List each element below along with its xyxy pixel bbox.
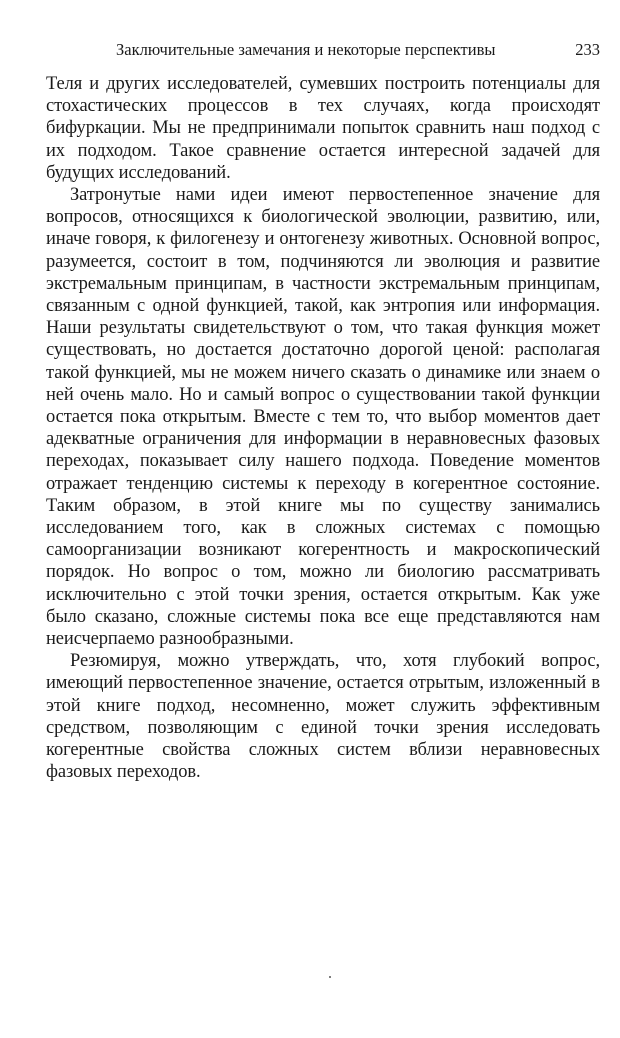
running-title: Заключительные замечания и некоторые перспективы bbox=[116, 40, 496, 59]
page-number: 233 bbox=[575, 40, 600, 59]
running-header bbox=[46, 38, 600, 62]
paragraph-continuation: Теля и других исследователей, сумевших построить потенциалы для стохастических процессов в тех случаях, когда происходят бифуркации. Мы не предпринимали попыток сравнить наш подход с их подходом. Такое сравнение остается интересной задачей для будущих исследований. bbox=[46, 74, 600, 183]
scan-speck bbox=[329, 976, 331, 978]
body-text bbox=[46, 73, 600, 784]
paragraph-evolution: Затронутые нами идеи имеют первостепенное значение для вопросов, относящихся к биологической эволюции, развитию, или, иначе говоря, к филогенезу и онтогенезу животных. Основной вопрос, разумеется, состоит в том, подчиняются ли эволюция и развитие экстремальным принципам, в частности экстремальным принципам, связанным с одной функцией, такой, как энтропия или информация. Наши результаты свидетельствуют о том, что такая функция может существовать, но достается достаточно дорогой ценой: располагая такой функцией, мы не можем ничего сказать о динамике или знаем о ней очень мало. Но и самый вопрос о существовании такой функции остается пока открытым. Вместе с тем то, что выбор моментов дает адекватные ограничения для информации в неравновесных фазовых переходах, показывает силу нашего подхода. Поведение моментов отражает тенденцию системы к переходу в когерентное состояние. Таким образом, в этой книге мы по существу занимались исследованием того, как в сложных системах с помощью самоорганизации возникают когерентность и макроскопический порядок. Но вопрос о том, можно ли биологию рассматривать исключительно с этой точки зрения, остается открытым. Как уже было сказано, сложные системы пока все еще представляются нам неисчерпаемо разнообразными. bbox=[46, 185, 600, 650]
paragraph-summary: Резюмируя, можно утверждать, что, хотя глубокий вопрос, имеющий первостепенное значение, остается отрытым, изложенный в этой книге подход, несомненно, может служить эффективным средством, позволяющим с единой точки зрения исследовать когерентные свойства сложных систем вблизи неравновесных фазовых переходов. bbox=[46, 651, 600, 783]
